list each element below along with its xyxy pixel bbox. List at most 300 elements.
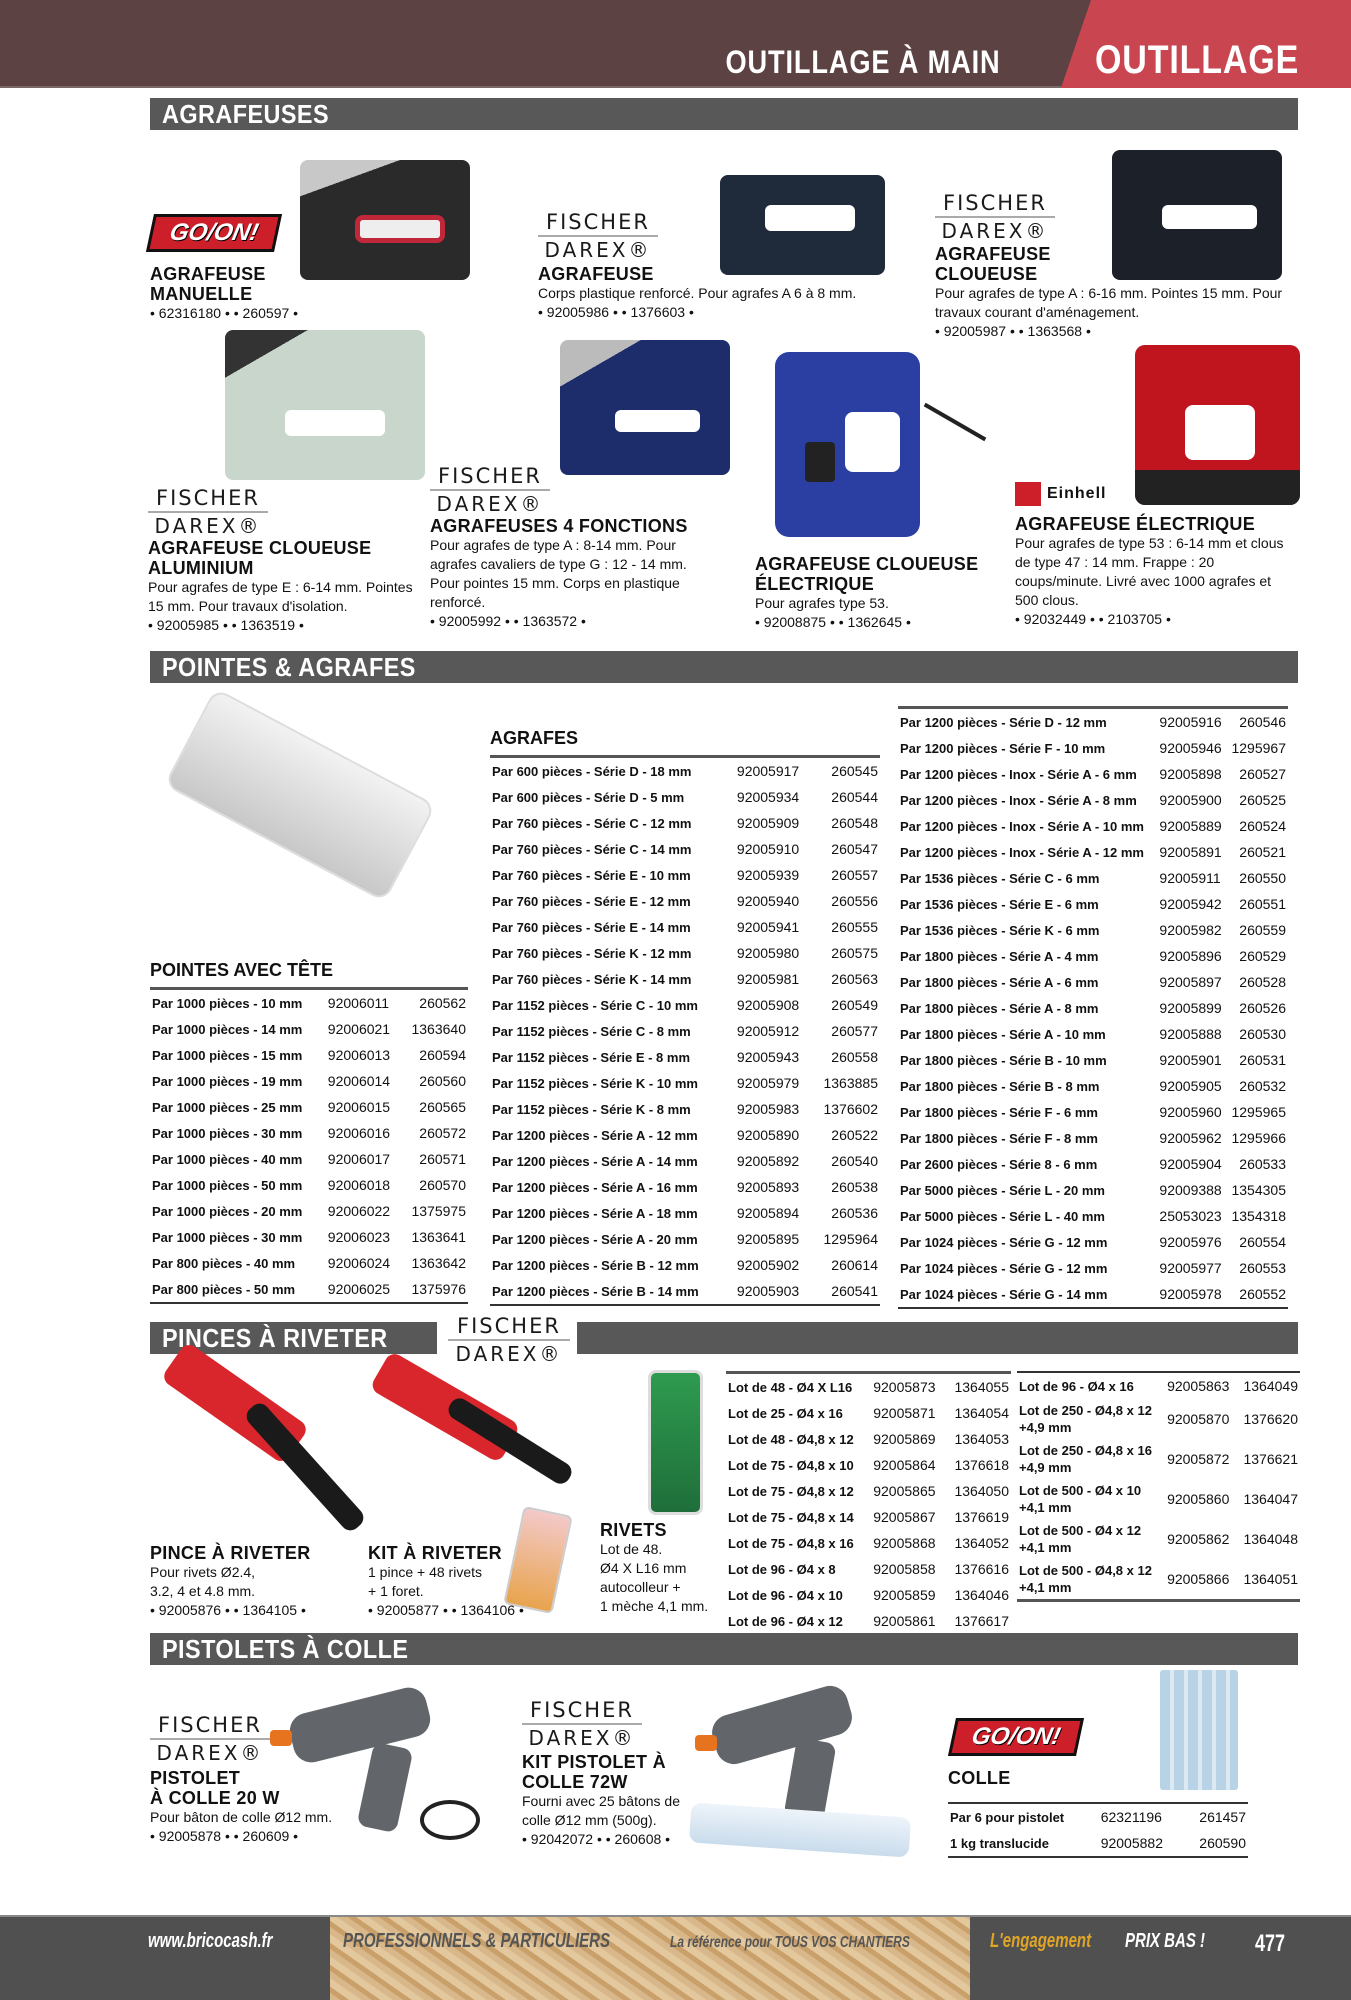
product-agrafeuse-cloueuse [935, 244, 1295, 341]
cell-reference: 92005910 [736, 841, 800, 857]
cell-description-line2: +4,9 mm [1019, 1420, 1072, 1435]
cell-reference: 92005941 [736, 919, 800, 935]
cell-description: Par 1800 pièces - Série F - 8 mm [900, 1130, 1098, 1146]
cell-reference: 92005865 [873, 1483, 936, 1499]
cell-code: 260552 [1239, 1286, 1286, 1302]
cell-description: Par 1200 pièces - Série A - 18 mm [492, 1205, 698, 1221]
cell-code: 260560 [419, 1073, 466, 1089]
footer-tagline: La référence pour TOUS VOS CHANTIERS [670, 1934, 910, 1951]
table-row [490, 784, 880, 810]
cell-code: 1376621 [1243, 1451, 1298, 1467]
cell-reference: 92005894 [736, 1205, 800, 1221]
cell-description [1017, 1373, 1165, 1399]
cell-description: Par 600 pièces - Série D - 5 mm [492, 789, 685, 805]
cell-description: Par 1200 pièces - Inox - Série A - 6 mm [900, 766, 1137, 782]
rivets-table-left [726, 1374, 1011, 1634]
product-title-line2: MANUELLE [150, 284, 253, 304]
cell-description: Par 1152 pièces - Série K - 8 mm [492, 1101, 691, 1117]
agrafes-table-left [490, 758, 880, 1304]
cell-reference: 92006023 [327, 1229, 391, 1245]
cell-reference: 92005962 [1159, 1130, 1222, 1146]
product-desc: Ø4 X L16 mm [600, 1560, 687, 1576]
cell-code: 1364046 [954, 1587, 1009, 1603]
cell-reference: 92005860 [1167, 1491, 1230, 1507]
table-row [490, 1096, 880, 1122]
cell-reference: 92006022 [327, 1203, 391, 1219]
cell-reference: 92005916 [1159, 714, 1222, 730]
product-ref: • 92005876 • • 1364105 • [150, 1602, 306, 1618]
cell-code: 1364050 [954, 1483, 1009, 1499]
power-cord [924, 403, 987, 441]
cell-reference: 25053023 [1159, 1208, 1222, 1224]
product-title: AGRAFEUSE ÉLECTRIQUE [1015, 514, 1256, 534]
product-agrafeuse-manuelle [150, 264, 350, 323]
cell-code: 260590 [1199, 1835, 1246, 1851]
cell-reference: 92005897 [1159, 974, 1222, 990]
cell-reference: 92005934 [736, 789, 800, 805]
cell-description-line1: Lot de 500 - Ø4 x 10 [1019, 1483, 1142, 1498]
table-row [490, 1122, 880, 1148]
logo-fischer-darex: FISCHER DAREX® [538, 212, 658, 260]
cell-reference: 92005983 [736, 1101, 800, 1117]
cell-code: 260571 [419, 1151, 466, 1167]
product-desc: Pour agrafes type 53. [755, 595, 889, 611]
cell-description: Par 1200 pièces - Inox - Série A - 12 mm [900, 844, 1144, 860]
table-row [150, 1016, 468, 1042]
table-row [150, 1250, 468, 1276]
cell-code: 1364049 [1243, 1378, 1298, 1394]
cell-reference: 92005939 [736, 867, 800, 883]
cell-code: 260554 [1239, 1234, 1286, 1250]
table-row [490, 992, 880, 1018]
cell-code: 260575 [831, 945, 878, 961]
cell-description: Par 760 pièces - Série C - 12 mm [492, 815, 692, 831]
cell-description: Lot de 75 - Ø4,8 x 10 [728, 1457, 854, 1473]
cell-code: 260546 [1239, 714, 1286, 730]
cell-reference: 92005869 [873, 1431, 936, 1447]
cell-description: Par 760 pièces - Série K - 14 mm [492, 971, 692, 987]
table-colle [948, 1802, 1248, 1858]
cell-reference: 92005896 [1159, 948, 1222, 964]
cell-code: 260558 [831, 1049, 878, 1065]
cell-description [1017, 1399, 1165, 1439]
cell-description: Par 1200 pièces - Série A - 12 mm [492, 1127, 698, 1143]
cell-description: Par 1000 pièces - 25 mm [152, 1099, 303, 1115]
logo-fischer-darex: FISCHER DAREX® [430, 466, 550, 514]
cell-code: 1376619 [954, 1509, 1009, 1525]
product-desc: Fourni avec 25 bâtons de [522, 1793, 680, 1809]
table-rule [898, 1307, 1288, 1309]
product-agrafeuse-plastique [538, 264, 918, 322]
product-title-colle: COLLE [948, 1768, 1011, 1788]
product-ref: • 92005987 • • 1363568 • [935, 323, 1091, 339]
product-ref: • 92032449 • • 2103705 • [1015, 611, 1171, 627]
logo-fischer-darex: FISCHER DAREX® [448, 1316, 570, 1364]
table-row [150, 1198, 468, 1224]
cell-description: Par 760 pièces - Série E - 12 mm [492, 893, 691, 909]
cell-code: 1376602 [823, 1101, 878, 1117]
cell-code: 260548 [831, 815, 878, 831]
cell-reference: 92006018 [327, 1177, 391, 1193]
cell-code: 1375976 [411, 1281, 466, 1297]
product-image-glue-sticks [1160, 1670, 1238, 1790]
cell-code: 260521 [1239, 844, 1286, 860]
cell-description: Par 1536 pièces - Série C - 6 mm [900, 870, 1100, 886]
cell-code: 260547 [831, 841, 878, 857]
table-row [150, 1276, 468, 1302]
cell-reference: 92005882 [1100, 1835, 1163, 1851]
cell-code: 260544 [831, 789, 878, 805]
table-rule [1017, 1599, 1300, 1602]
cell-description [1017, 1439, 1165, 1479]
colle-table [948, 1804, 1248, 1856]
cell-description: 1 kg translucide [950, 1835, 1049, 1851]
cell-code: 260530 [1239, 1026, 1286, 1042]
product-ref: • 92005877 • • 1364106 • [368, 1602, 524, 1618]
product-desc: Pour bâton de colle Ø12 mm. [150, 1809, 333, 1825]
cell-description: Lot de 48 - Ø4,8 x 12 [728, 1431, 854, 1447]
product-kit-pistolet-colle-72w [522, 1752, 712, 1849]
cell-description: Lot de 75 - Ø4,8 x 14 [728, 1509, 854, 1525]
table-row [1017, 1399, 1300, 1439]
cell-reference: 92005980 [736, 945, 800, 961]
logo-fischer-darex: FISCHER DAREX® [522, 1700, 642, 1748]
table-row [898, 1073, 1288, 1099]
cell-reference: 92005867 [873, 1509, 936, 1525]
product-desc: 3.2, 4 et 4.8 mm. [150, 1583, 256, 1599]
cell-description [1017, 1519, 1165, 1559]
cell-code: 260549 [831, 997, 878, 1013]
product-title: AGRAFEUSE CLOUEUSE [148, 538, 372, 558]
footer-website-link[interactable]: www.bricocash.fr [148, 1930, 273, 1952]
cell-code: 260538 [831, 1179, 878, 1195]
cell-description: Par 1200 pièces - Inox - Série A - 8 mm [900, 792, 1137, 808]
product-desc: Pour agrafes de type A : 6-16 mm. Pointes 15 mm. Pour travaux courant d'aménagement. [935, 285, 1283, 320]
cell-description: Par 1152 pièces - Série C - 8 mm [492, 1023, 691, 1039]
table-row [490, 1278, 880, 1304]
cell-code: 1376620 [1243, 1411, 1298, 1427]
product-kit-riveter [368, 1543, 568, 1620]
product-title: KIT PISTOLET À [522, 1752, 666, 1772]
rivets-table-right [1017, 1373, 1300, 1599]
cell-description: Par 600 pièces - Série D - 18 mm [492, 763, 692, 779]
cell-code: 260551 [1239, 896, 1286, 912]
cell-code: 1295965 [1231, 1104, 1286, 1120]
product-image-rivets-pack [648, 1370, 703, 1515]
glue-sticks-image [689, 1802, 911, 1857]
cell-code: 1364047 [1243, 1491, 1298, 1507]
table-row [726, 1530, 1011, 1556]
table-row [490, 1018, 880, 1044]
table-row [898, 1047, 1288, 1073]
cell-code: 1354305 [1231, 1182, 1286, 1198]
cell-description: Par 1800 pièces - Série F - 6 mm [900, 1104, 1098, 1120]
table-row [1017, 1373, 1300, 1399]
table-row [490, 940, 880, 966]
cell-description: Par 1536 pièces - Série E - 6 mm [900, 896, 1099, 912]
cell-code: 260540 [831, 1153, 878, 1169]
cell-code: 260522 [831, 1127, 878, 1143]
logo-goon: GO/ON! [948, 1718, 1084, 1756]
table-row [150, 990, 468, 1016]
cell-reference: 92005942 [1159, 896, 1222, 912]
table-row [898, 1281, 1288, 1307]
table-row [898, 969, 1288, 995]
table-row [948, 1830, 1248, 1856]
cell-reference: 92005871 [873, 1405, 936, 1421]
product-title: RIVETS [600, 1520, 667, 1540]
product-ref: • 92005878 • • 260609 • [150, 1828, 299, 1844]
cell-reference: 92006013 [327, 1047, 391, 1063]
cell-reference: 92005890 [736, 1127, 800, 1143]
table-row [726, 1478, 1011, 1504]
product-desc: Pour agrafes de type 53 : 6-14 mm et clous de type 47 : 14 mm. Frappe : 20 coups/minute. Livré avec 1000 agrafes et 500 clous. [1015, 535, 1284, 608]
logo-fischer-darex: FISCHER DAREX® [150, 1715, 270, 1763]
cell-description: Par 760 pièces - Série C - 14 mm [492, 841, 692, 857]
product-title: AGRAFEUSE CLOUEUSE [755, 554, 979, 574]
table-row [490, 1174, 880, 1200]
cell-code: 1364053 [954, 1431, 1009, 1447]
cell-code: 260570 [419, 1177, 466, 1193]
product-desc: + 1 foret. [368, 1583, 424, 1599]
cell-description-line2: +4,9 mm [1019, 1460, 1072, 1475]
logo-goon: GO/ON! [146, 214, 282, 252]
product-desc: 1 mèche 4,1 mm. [600, 1598, 709, 1614]
table-row [726, 1608, 1011, 1634]
cell-description: Par 1000 pièces - 19 mm [152, 1073, 303, 1089]
cell-description-line1: Lot de 500 - Ø4 x 12 [1019, 1523, 1142, 1538]
cell-description-line1: Lot de 250 - Ø4,8 x 16 [1019, 1443, 1152, 1458]
cell-code: 260572 [419, 1125, 466, 1141]
cell-description: Par 1000 pièces - 30 mm [152, 1229, 303, 1245]
section-bar-pinces-riveter: PINCES À RIVETER [150, 1322, 437, 1354]
cell-reference: 92005977 [1159, 1260, 1222, 1276]
table-row [898, 891, 1288, 917]
table-heading: POINTES AVEC TÊTE [150, 960, 334, 980]
product-desc: 1 pince + 48 rivets [368, 1564, 483, 1580]
product-agrafeuses-4-fonctions [430, 516, 720, 631]
table-row [150, 1094, 468, 1120]
cell-reference: 92005960 [1159, 1104, 1222, 1120]
cell-reference: 92005859 [873, 1587, 936, 1603]
cell-description: Par 1000 pièces - 40 mm [152, 1151, 303, 1167]
table-row [150, 1172, 468, 1198]
footer-slogan: PROFESSIONNELS & PARTICULIERS [343, 1930, 610, 1952]
table-row [490, 758, 880, 784]
pointes-table [150, 990, 468, 1302]
cell-code: 260614 [831, 1257, 878, 1273]
table-row [490, 1148, 880, 1174]
cell-reference: 92006016 [327, 1125, 391, 1141]
cell-reference: 92005908 [736, 997, 800, 1013]
cell-reference: 92006014 [327, 1073, 391, 1089]
table-row [726, 1426, 1011, 1452]
cell-reference: 92005864 [873, 1457, 936, 1473]
cell-reference: 92005981 [736, 971, 800, 987]
table-row [490, 1200, 880, 1226]
product-desc: colle Ø12 mm (500g). [522, 1812, 657, 1828]
cell-description: Par 1000 pièces - 10 mm [152, 995, 303, 1011]
cell-description: Par 760 pièces - Série E - 14 mm [492, 919, 691, 935]
cell-reference: 92006015 [327, 1099, 391, 1115]
table-row [898, 917, 1288, 943]
table-row [726, 1374, 1011, 1400]
cell-code: 260559 [1239, 922, 1286, 938]
product-title-line2: ÉLECTRIQUE [755, 574, 875, 594]
table-rule [490, 1304, 880, 1306]
product-desc: Corps plastique renforcé. Pour agrafes A 6 à 8 mm. [538, 285, 857, 301]
cell-description-line1: Lot de 500 - Ø4,8 x 12 [1019, 1563, 1152, 1578]
table-row [490, 836, 880, 862]
table-row [1017, 1559, 1300, 1599]
table-row [150, 1068, 468, 1094]
cell-code: 260527 [1239, 766, 1286, 782]
table-row [898, 839, 1288, 865]
cell-code: 1295967 [1231, 740, 1286, 756]
cell-code: 260529 [1239, 948, 1286, 964]
section-bar-pistolets-colle: PISTOLETS À COLLE [150, 1633, 1298, 1665]
cell-description: Par 1000 pièces - 20 mm [152, 1203, 303, 1219]
cell-code: 260524 [1239, 818, 1286, 834]
product-rivets [600, 1520, 730, 1616]
table-row [726, 1582, 1011, 1608]
cell-description: Par 760 pièces - Série E - 10 mm [492, 867, 691, 883]
product-image-stapler-plastic [720, 175, 885, 275]
cell-reference: 92005900 [1159, 792, 1222, 808]
cell-code: 260526 [1239, 1000, 1286, 1016]
product-agrafeuse-cloueuse-electrique [755, 554, 995, 632]
table-row [150, 1224, 468, 1250]
cell-reference: 92005909 [736, 815, 800, 831]
table-agrafes-left [490, 728, 880, 1306]
cell-code: 260556 [831, 893, 878, 909]
cell-reference: 92005976 [1159, 1234, 1222, 1250]
cell-description: Par 760 pièces - Série K - 12 mm [492, 945, 692, 961]
footer-prix-bas: PRIX BAS ! [1125, 1930, 1206, 1952]
cell-code: 260555 [831, 919, 878, 935]
product-title: KIT À RIVETER [368, 1543, 502, 1563]
cell-description: Par 1800 pièces - Série B - 8 mm [900, 1078, 1100, 1094]
product-title: PISTOLET [150, 1768, 241, 1788]
product-desc: Pour agrafes de type A : 8-14 mm. Pour agrafes cavaliers de type G : 12 - 14 mm. Pour pointes 15 mm. Corps en plastique renforcé. [430, 537, 687, 610]
glue-gun-kit-nozzle [695, 1735, 717, 1751]
table-rivets-left [726, 1371, 1011, 1637]
cell-description: Par 1000 pièces - 14 mm [152, 1021, 303, 1037]
cell-reference: 92005946 [1159, 740, 1222, 756]
cell-reference: 92005905 [1159, 1078, 1222, 1094]
product-agrafeuse-electrique [1015, 514, 1285, 629]
product-title: AGRAFEUSES 4 FONCTIONS [430, 516, 688, 536]
cell-code: 260545 [831, 763, 878, 779]
table-row [490, 1252, 880, 1278]
table-row [490, 862, 880, 888]
cell-code: 261457 [1199, 1809, 1246, 1825]
cell-code: 1376617 [954, 1613, 1009, 1629]
table-row [898, 943, 1288, 969]
table-row [490, 1226, 880, 1252]
product-desc: Lot de 48. [600, 1541, 663, 1557]
cell-reference: 92005868 [873, 1535, 936, 1551]
cell-code: 1354318 [1231, 1208, 1286, 1224]
product-title-line2: À COLLE 20 W [150, 1788, 280, 1808]
cell-reference: 92005943 [736, 1049, 800, 1065]
table-row [898, 865, 1288, 891]
cell-code: 260541 [831, 1283, 878, 1299]
product-title-line2: CLOUEUSE [935, 264, 1038, 284]
cell-code: 260528 [1239, 974, 1286, 990]
table-row [726, 1556, 1011, 1582]
cell-code: 260557 [831, 867, 878, 883]
product-title: AGRAFEUSE [538, 264, 654, 284]
cell-reference: 92006024 [327, 1255, 391, 1271]
cell-code: 260553 [1239, 1260, 1286, 1276]
cell-code: 260533 [1239, 1156, 1286, 1172]
product-image-stapler-manual [300, 160, 470, 280]
cell-code: 1363640 [411, 1021, 466, 1037]
cell-code: 1364048 [1243, 1531, 1298, 1547]
logo-fischer-darex: FISCHER DAREX® [148, 488, 268, 536]
product-ref: • 92005985 • • 1363519 • [148, 617, 304, 633]
cell-description: Lot de 75 - Ø4,8 x 16 [728, 1535, 854, 1551]
cell-description: Lot de 48 - Ø4 X L16 [728, 1379, 853, 1395]
cell-description: Lot de 96 - Ø4 x 10 [728, 1587, 843, 1603]
cell-code: 260531 [1239, 1052, 1286, 1068]
product-ref: • 62316180 • • 260597 • [150, 305, 299, 321]
table-row [898, 1229, 1288, 1255]
product-ref: • 92005986 • • 1376603 • [538, 304, 694, 320]
cell-code: 1363885 [823, 1075, 878, 1091]
table-row [150, 1120, 468, 1146]
product-image-glue-gun-body [286, 1684, 434, 1766]
product-title: PINCE À RIVETER [150, 1543, 311, 1563]
cell-reference: 92005982 [1159, 922, 1222, 938]
cell-code: 260563 [831, 971, 878, 987]
cell-reference: 92005904 [1159, 1156, 1222, 1172]
product-pistolet-colle-20w [150, 1768, 370, 1846]
cell-reference: 92005889 [1159, 818, 1222, 834]
product-image-stapler-aluminium [225, 330, 425, 480]
table-row [726, 1452, 1011, 1478]
cell-reference: 92006011 [327, 995, 390, 1011]
cell-reference: 92005872 [1167, 1451, 1230, 1467]
cell-description: Par 1200 pièces - Série B - 14 mm [492, 1283, 699, 1299]
cell-description: Par 1000 pièces - 30 mm [152, 1125, 303, 1141]
cell-code: 1375975 [411, 1203, 466, 1219]
cell-description: Par 1024 pièces - Série G - 14 mm [900, 1286, 1108, 1302]
table-pointes-avec-tete [150, 960, 468, 1304]
cell-description: Par 5000 pièces - Série L - 20 mm [900, 1182, 1105, 1198]
cell-description: Par 1200 pièces - Série A - 20 mm [492, 1231, 698, 1247]
table-row [1017, 1439, 1300, 1479]
cell-description: Par 1200 pièces - Série F - 10 mm [900, 740, 1106, 756]
table-agrafes-right [898, 706, 1288, 1309]
table-rule [150, 1302, 468, 1304]
table-row [490, 1044, 880, 1070]
product-title: AGRAFEUSE [935, 244, 1051, 264]
cell-description [1017, 1559, 1165, 1599]
cell-description: Lot de 75 - Ø4,8 x 12 [728, 1483, 854, 1499]
table-row [898, 735, 1288, 761]
cell-reference: 92009388 [1159, 1182, 1222, 1198]
table-row [490, 966, 880, 992]
cell-reference: 92005979 [736, 1075, 800, 1091]
cell-code: 1295964 [823, 1231, 878, 1247]
cell-description: Par 1800 pièces - Série A - 4 mm [900, 948, 1099, 964]
cell-reference: 92005861 [873, 1613, 936, 1629]
table-rivets-right [1017, 1371, 1300, 1602]
product-ref: • 92008875 • • 1362645 • [755, 614, 911, 630]
cell-reference: 92005899 [1159, 1000, 1222, 1016]
